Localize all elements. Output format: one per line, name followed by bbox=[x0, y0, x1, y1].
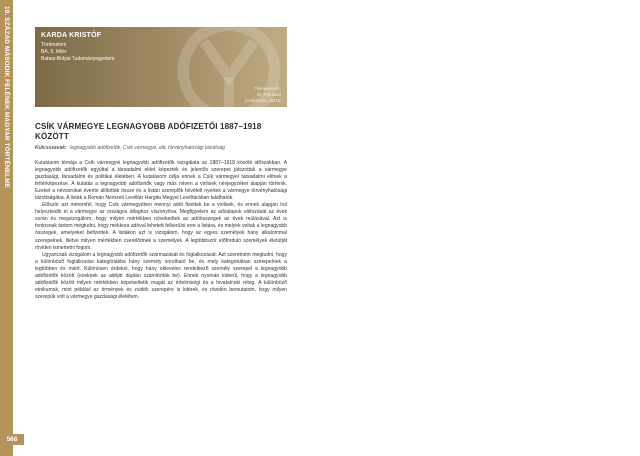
article-body bbox=[35, 160, 287, 301]
supervisor-label: Témavezető: bbox=[254, 86, 281, 91]
author-major: Történelem bbox=[41, 42, 67, 48]
body-paragraph: Először azt méremfel, hogy Csík vármegyében mennyi adót fizettek be a virilisek, és ennek alapján hol helyezkedik el a vármegye az országos átlaghoz viszonyítva. Megfigyelem az adóalapok változását az évek során és megvizsgálom, hogy milyen mértékben növekedtek az adóösszegek az évek múlásával. Azt is fontosnak tartom megtudni, hogy mekkora adóval lehetett felkerülni erre a listára, és melyek voltak a legnagyobb összegek, amelyeket befizettek. A listákon azt is vizsgálom, hogy az egyes személyek hány alkalommal szerepelnek, illetve milyen mértékben cserélődnek a személyek. A legtöbbször előforduló személyek életútját röviden ismertetni fogom. bbox=[35, 202, 287, 251]
keywords-text: legnagyobb adófizetők, Csík vármegye, elit, törvényhatósági bizottság bbox=[70, 145, 225, 151]
running-title: 19. SZÁZAD MÁSODIK FELÉNEK MAGYAR TÖRTÉNELME bbox=[3, 6, 10, 189]
keywords-label: Kulcsszavak: bbox=[35, 145, 67, 151]
supervisor-affiliation: professzor, BBTE bbox=[245, 98, 281, 103]
author-semester: BA, 5. félév bbox=[41, 49, 67, 55]
page-number: 568 bbox=[0, 434, 24, 445]
article-title: CSÍK VÁRMEGYE LEGNAGYOBB ADÓFIZETŐI 1887–1918 KÖZÖTT bbox=[35, 122, 262, 142]
body-paragraph: Ugyancsak vizsgálom a legnagyobb adófizetők származását és foglalkozását. Azt szeretném megtudni, hogy a különböző foglalkozási kategóriákba hány személy sorolható be, és mely kategóriában szerepelnek a legtöbben és miért. Különösen érdekel, hogy hány okleveles rendelkező személy szerepel a legnagyobb adófizetők között (ezeknek az adóját duplán számították be). Ennek nyomán kiderül, hogy a legnagyobb adófizetők között milyen mértékben képviseltetik magát az értelmiségi és a hivatalnoki réteg. A különböző etnikumok, mint például az örmények és zsidók szerepére is kitérek, és röviden bemutatom, hogy milyen szerepük volt a vármegye gazdasági életében. bbox=[35, 251, 287, 300]
author-university: Babeș-Bolyai Tudományegyetem bbox=[41, 56, 115, 62]
keywords bbox=[35, 145, 287, 152]
author-banner bbox=[35, 27, 287, 107]
supervisor-name: dr. Pál Judit bbox=[256, 92, 281, 97]
side-band bbox=[0, 0, 13, 456]
body-paragraph: Kutatásom témája a Csík vármegyei legnagyobb adófizetők vizsgálata az 1887–1918 közötti időszakban. A legnagyobb adófizetők egyúttal a társadalmi elitet képezték és jelentős szerepet játszottak a vármegye gazdasági, társadalmi és politikai életében. A kutatásom célja ennek a Csík vármegyei társadalmi elitnek a feltérképezése. A kutatás a legnagyobb adófizetők vagy más néven a virilisek névjegyzékei alapján történik. Ezeket a névsorokat évente állították össze és a listán szereplők felvételt nyertek a vármegye törvényhatósági bizottságába. A listák a Román Nemzeti Levéltár Hargita Megyei Levéltárában találhatók. bbox=[35, 160, 287, 202]
author-name: KARDA KRISTÓF bbox=[41, 32, 102, 39]
